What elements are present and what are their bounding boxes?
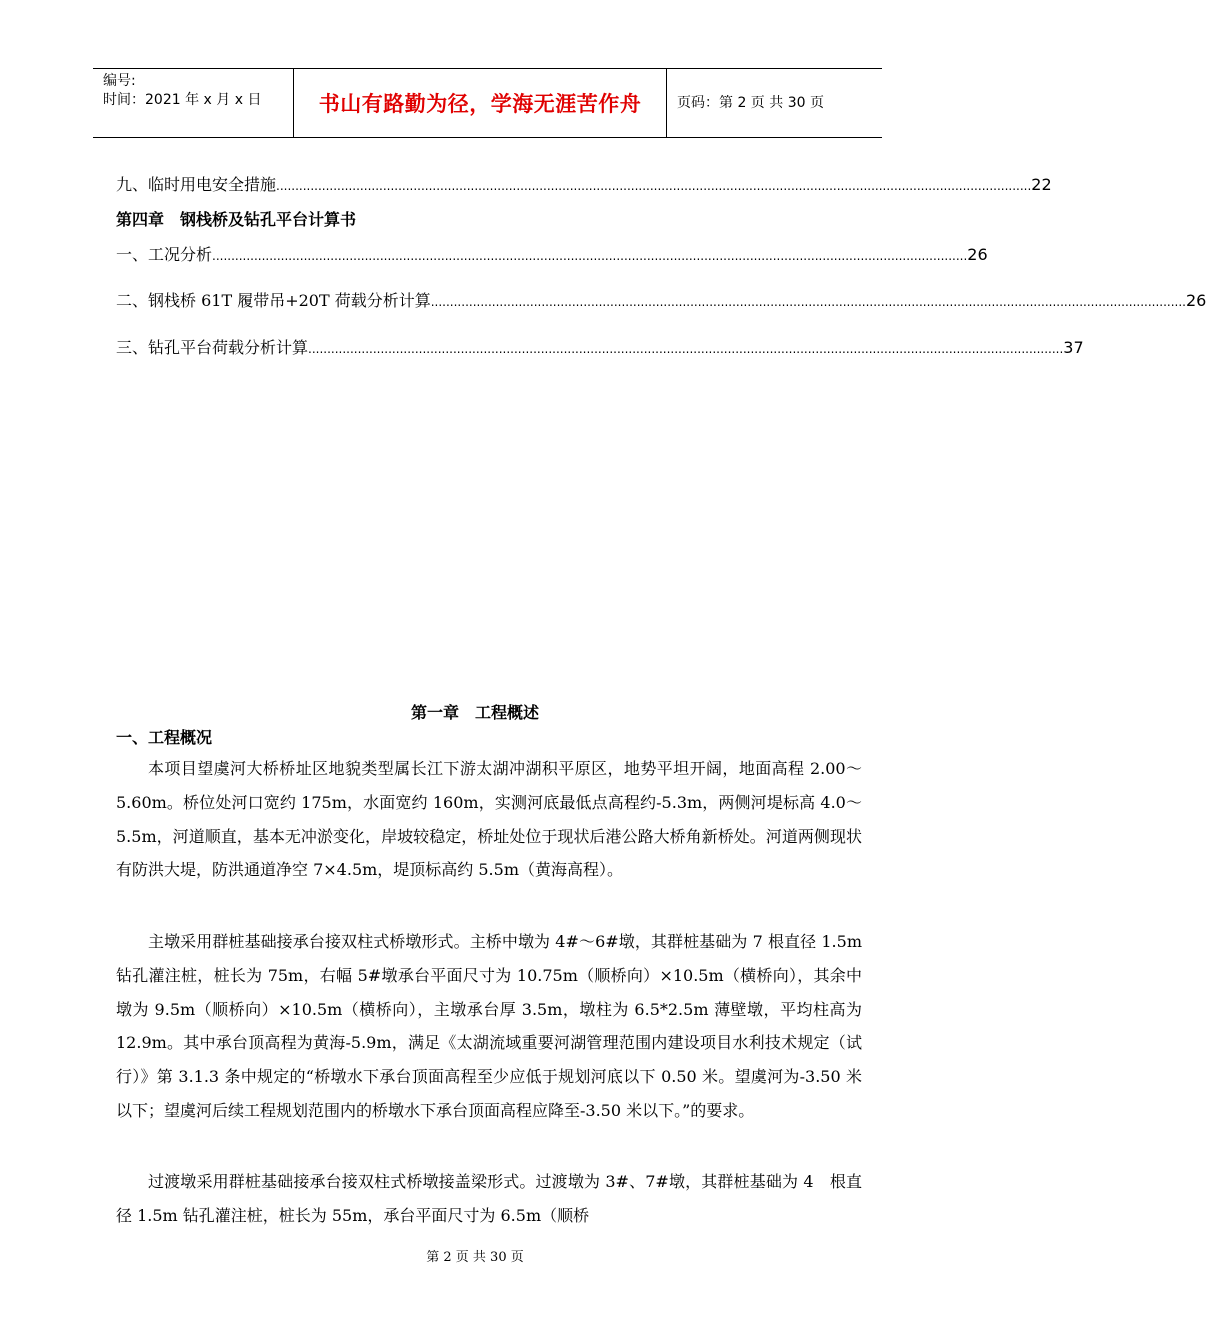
toc-leader-dots: ...................................................................................................................................................................................................... [430, 295, 1186, 309]
toc-entry[interactable] [116, 242, 988, 265]
body-paragraph: 过渡墩采用群桩基础接承台接双柱式桥墩接盖梁形式。过渡墩为 3#、7#墩，其群桩基础为 4 根直径 1.5m 钻孔灌注桩，桩长为 55m，承台平面尺寸为 6.5m（顺桥 [116, 1172, 862, 1225]
chapter-title: 第一章 工程概述 [410, 703, 539, 722]
toc-entry-label: 二、钢栈桥 61T 履带吊+20T 荷载分析计算 [116, 291, 431, 310]
motto-text: 书山有路勤为径，学海无涯苦作舟 [318, 92, 642, 116]
body-paragraph: 本项目望虞河大桥桥址区地貌类型属长江下游太湖冲湖积平原区，地势平坦开阔，地面高程 2.00～5.60m。桥位处河口宽约 175m，水面宽约 160m，实测河底最低点高程约-5.3m，两侧河堤标高 4.0～5.5m，河道顺直，基本无冲淤变化，岸坡较稳定，桥址处位于现状后港公路大桥角新桥处。河道两侧现状有防洪大堤，防洪通道净空 7×4.5m，堤顶标高约 5.5m（黄海高程）。 [116, 759, 862, 880]
toc-entry-page: 26 [967, 245, 988, 264]
toc-entry-label: 一、工况分析 [116, 245, 213, 264]
toc-leader-dots: ...................................................................................................................................................................................................... [308, 342, 1064, 356]
toc-entry[interactable] [116, 288, 1206, 311]
toc-entry-page: 22 [1031, 175, 1052, 194]
page-footer: 第 2 页 共 30 页 [426, 1250, 524, 1265]
toc-entry-label: 三、钻孔平台荷载分析计算 [116, 338, 309, 357]
header-page-cell [667, 69, 882, 137]
toc-leader-dots: ...................................................................................................................................................................................................... [276, 179, 1032, 193]
body-paragraph: 主墩采用群桩基础接承台接双柱式桥墩形式。主桥中墩为 4#～6#墩，其群桩基础为 7 根直径 1.5m 钻孔灌注桩，桩长为 75m，右幅 5#墩承台平面尺寸为 10.75m（顺桥向）×10.5m（横桥向），其余中墩为 9.5m（顺桥向）×10.5m（横桥向），主墩承台厚 3.5m，墩柱为 6.5*2.5m 薄壁墩，平均柱高为 12.9m。其中承台顶高程为黄海-5.9m，满足《太湖流域重要河湖管理范围内建设项目水利技术规定（试行）》第 3.1.3 条中规定的“桥墩水下承台顶面高程至少应低于规划河底以下 0.50 米。望虞河为-3.50 米以下；望虞河后续工程规划范围内的桥墩水下承台顶面高程应降至-3.50 米以下。”的要求。 [116, 932, 862, 1120]
document-number-label: 编号: [103, 73, 136, 89]
toc-entry-page: 37 [1063, 338, 1084, 357]
section-title: 一、工程概况 [116, 728, 213, 747]
toc-entry-label: 九、临时用电安全措施 [116, 175, 277, 194]
toc-entry[interactable] [116, 335, 1084, 358]
page-code-label: 页码：第 2 页 共 30 页 [677, 95, 824, 111]
header-info-cell [93, 69, 294, 137]
header-motto-cell [294, 69, 667, 137]
toc-entry-page: 26 [1186, 291, 1206, 310]
toc-leader-dots: ...................................................................................................................................................................................................... [212, 249, 968, 263]
page-header [93, 68, 882, 138]
toc-entry[interactable] [116, 172, 1052, 195]
document-time-label: 时间：2021 年 x 月 x 日 [103, 92, 262, 108]
toc-chapter-heading[interactable]: 第四章 钢栈桥及钻孔平台计算书 [116, 210, 357, 229]
